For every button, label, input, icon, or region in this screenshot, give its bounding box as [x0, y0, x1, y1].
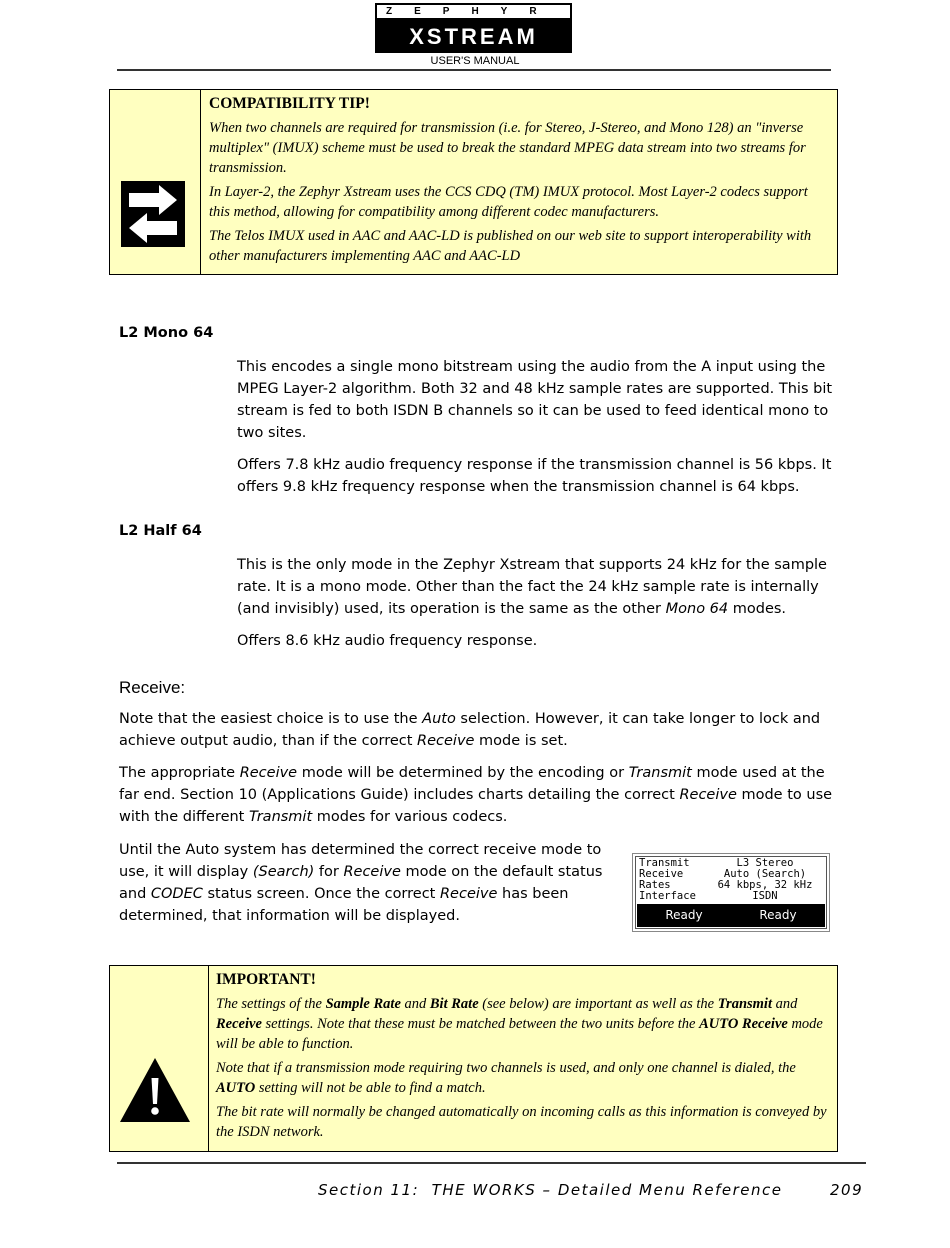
- body-paragraph: Offers 8.6 kHz audio frequency response.: [237, 633, 538, 649]
- manual-subtitle: USER'S MANUAL: [430, 55, 520, 67]
- receive-body-auto: [119, 839, 614, 937]
- warning-triangle-icon: [120, 1058, 190, 1122]
- tip-paragraph: When two channels are required for transmission (i.e. for Stereo, J-Stereo, and Mono 128) an "inverse multiplex" (IMUX) scheme must be used to break the standard MPEG data stream into two streams for transmission.: [209, 120, 806, 176]
- tip-paragraph: The Telos IMUX used in AAC and AAC-LD is published on our web site to support interoperability with other manufacturers implementing AAC and AAC-LD: [209, 228, 812, 264]
- lcd-status-bar: [637, 904, 825, 927]
- lcd-row: Receive Auto (Search): [639, 868, 807, 880]
- footer-section-title: Section 11: THE WORKS – Detailed Menu Reference: [318, 1181, 783, 1199]
- important-tip-box: [109, 965, 838, 1152]
- tip-paragraph: The settings of the Sample Rate and Bit Rate (see below) are important as well as the Transmit and Receive settings. Note that these must be matched between the two units before the AUTO Receive mode will be able to function.: [216, 996, 823, 1052]
- tip-body: [216, 966, 829, 1146]
- logo-xstream-text: XSTREAM: [409, 24, 538, 49]
- receive-body: [119, 708, 837, 838]
- header-divider: [117, 69, 831, 71]
- body-paragraph: Until the Auto system has determined the correct receive mode to use, it will display (Search) for Receive mode on the default status and CODEC status screen. Once the correct Receive has been determined, that information will be displayed.: [119, 842, 603, 924]
- lcd-status-left: Ready: [665, 908, 703, 922]
- tip-title: COMPATIBILITY TIP!: [209, 95, 370, 112]
- body-paragraph: Note that the easiest choice is to use the Auto selection. However, it can take longer to lock and achieve output audio, than if the correct Receive mode is set.: [119, 711, 821, 749]
- tip-icon-cell: [110, 966, 209, 1151]
- section-heading-mono: L2 Mono 64: [119, 325, 214, 341]
- page-number: 209: [830, 1181, 864, 1199]
- swap-arrows-icon: [121, 181, 185, 247]
- logo-zephyr-text: ZEPHYR: [377, 5, 570, 18]
- section-heading-half: L2 Half 64: [119, 523, 202, 539]
- body-paragraph: This encodes a single mono bitstream using the audio from the A input using the MPEG Layer-2 algorithm. Both 32 and 48 kHz sample rates are supported. This bit stream is fed to both ISDN B channels so it can be used to feed identical mono to two sites.: [237, 359, 833, 441]
- tip-title: IMPORTANT!: [216, 971, 316, 988]
- zephyr-xstream-logo: [375, 3, 572, 53]
- section-half-body: [237, 554, 837, 662]
- lcd-row: Transmit L3 Stereo: [639, 857, 794, 869]
- body-paragraph: Offers 7.8 kHz audio frequency response if the transmission channel is 56 kbps. It offers 9.8 kHz frequency response when the transmission channel is 64 kbps.: [237, 457, 832, 495]
- tip-paragraph: Note that if a transmission mode requiring two channels is used, and only one channel is dialed, the AUTO setting will not be able to find a match.: [216, 1060, 796, 1096]
- compatibility-tip-box: [109, 89, 838, 275]
- lcd-rows: [639, 858, 823, 902]
- tip-paragraph: In Layer-2, the Zephyr Xstream uses the CCS CDQ (TM) IMUX protocol. Most Layer-2 codecs support this method, allowing for compatibility among different codec manufacturers.: [209, 184, 808, 220]
- tip-icon-cell: [110, 90, 201, 274]
- receive-heading: Receive:: [119, 678, 186, 697]
- lcd-status-right: Ready: [759, 908, 797, 922]
- tip-body: [209, 90, 829, 270]
- lcd-row: Interface ISDN: [639, 890, 778, 902]
- footer-divider: [117, 1162, 866, 1164]
- lcd-status-screen: [632, 853, 830, 932]
- body-paragraph: The appropriate Receive mode will be determined by the encoding or Transmit mode used at the far end. Section 10 (Applications Guide) includes charts detailing the correct Receive mode to use with the different Transmit modes for various codecs.: [119, 765, 833, 825]
- tip-paragraph: The bit rate will normally be changed automatically on incoming calls as this information is conveyed by the ISDN network.: [216, 1104, 827, 1140]
- section-mono-body: [237, 356, 837, 508]
- body-paragraph: This is the only mode in the Zephyr Xstream that supports 24 kHz for the sample rate. It is a mono mode. Other than the fact the 24 kHz sample rate is internally (and invisibly) used, its operation is the same as the other Mono 64 modes.: [237, 557, 827, 617]
- lcd-row: Rates 64 kbps, 32 kHz: [639, 879, 813, 891]
